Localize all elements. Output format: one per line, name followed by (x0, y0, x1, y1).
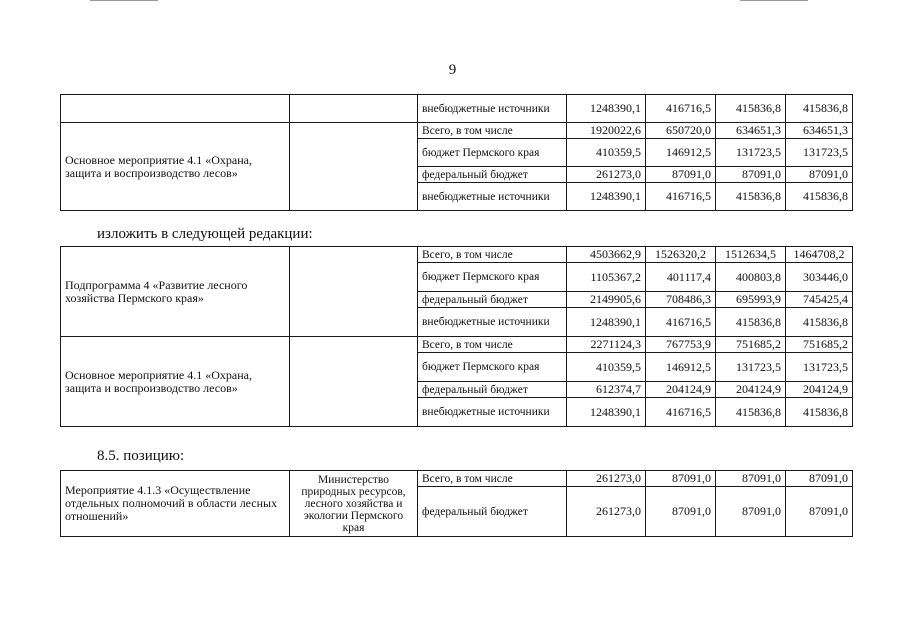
table-item-8-5 (60, 470, 853, 537)
table-row (61, 471, 853, 487)
row-name-cell (61, 95, 290, 123)
source-cell: бюджет Пермского края (418, 263, 567, 292)
source-cell: внебюджетные источники (418, 95, 567, 123)
top-edge-line-right (740, 0, 808, 1)
source-cell: бюджет Пермского края (418, 139, 567, 167)
value-cell: 415836,8 (786, 398, 853, 427)
table-new-edition (60, 246, 853, 427)
value-cell: 410359,5 (567, 353, 646, 382)
value-cell: 204124,9 (786, 382, 853, 398)
value-cell: 1464708,2 (786, 247, 853, 263)
value-cell: 415836,8 (716, 398, 786, 427)
value-cell: 87091,0 (786, 487, 853, 537)
value-cell: 204124,9 (716, 382, 786, 398)
value-cell: 415836,8 (786, 95, 853, 123)
value-cell: 767753,9 (646, 337, 716, 353)
source-cell: федеральный бюджет (418, 167, 567, 183)
responsible-cell (290, 95, 418, 123)
value-cell: 204124,9 (646, 382, 716, 398)
value-cell: 87091,0 (716, 167, 786, 183)
value-cell: 416716,5 (646, 398, 716, 427)
value-cell: 87091,0 (786, 471, 853, 487)
value-cell: 303446,0 (786, 263, 853, 292)
value-cell: 1248390,1 (567, 398, 646, 427)
value-cell: 1248390,1 (567, 183, 646, 211)
source-cell: Всего, в том числе (418, 471, 567, 487)
row-name-cell: Основное мероприятие 4.1 «Охрана, защита и воспроизводство лесов» (61, 337, 290, 427)
value-cell: 415836,8 (716, 183, 786, 211)
value-cell: 612374,7 (567, 382, 646, 398)
value-cell: 708486,3 (646, 292, 716, 308)
value-cell: 4503662,9 (567, 247, 646, 263)
value-cell: 1526320,2 (646, 247, 716, 263)
table-row (61, 247, 853, 263)
value-cell: 261273,0 (567, 487, 646, 537)
responsible-cell (290, 123, 418, 211)
value-cell: 87091,0 (646, 487, 716, 537)
value-cell: 634651,3 (716, 123, 786, 139)
source-cell: внебюджетные источники (418, 398, 567, 427)
value-cell: 751685,2 (716, 337, 786, 353)
value-cell: 416716,5 (646, 308, 716, 337)
value-cell: 416716,5 (646, 95, 716, 123)
top-edge-line-left (90, 0, 158, 1)
value-cell: 87091,0 (716, 471, 786, 487)
value-cell: 146912,5 (646, 139, 716, 167)
table-continuation (60, 94, 853, 211)
table-row (61, 123, 853, 139)
value-cell: 1512634,5 (716, 247, 786, 263)
value-cell: 695993,9 (716, 292, 786, 308)
value-cell: 416716,5 (646, 183, 716, 211)
value-cell: 261273,0 (567, 471, 646, 487)
value-cell: 634651,3 (786, 123, 853, 139)
responsible-cell (290, 247, 418, 337)
source-cell: Всего, в том числе (418, 247, 567, 263)
value-cell: 751685,2 (786, 337, 853, 353)
row-name-cell: Подпрограмма 4 «Развитие лесного хозяйства Пермского края» (61, 247, 290, 337)
value-cell: 131723,5 (786, 139, 853, 167)
value-cell: 1105367,2 (567, 263, 646, 292)
responsible-cell (290, 337, 418, 427)
source-cell: Всего, в том числе (418, 123, 567, 139)
value-cell: 87091,0 (716, 487, 786, 537)
value-cell: 415836,8 (716, 95, 786, 123)
table-row (61, 337, 853, 353)
value-cell: 146912,5 (646, 353, 716, 382)
value-cell: 261273,0 (567, 167, 646, 183)
value-cell: 1248390,1 (567, 95, 646, 123)
value-cell: 1920022,6 (567, 123, 646, 139)
page-number: 9 (448, 62, 457, 78)
row-name-cell: Основное мероприятие 4.1 «Охрана, защита и воспроизводство лесов» (61, 123, 290, 211)
responsible-cell: Министерство природных ресурсов, лесного хозяйства и экологии Пермского края (290, 471, 418, 537)
source-cell: бюджет Пермского края (418, 353, 567, 382)
value-cell: 87091,0 (646, 471, 716, 487)
source-cell: внебюджетные источники (418, 308, 567, 337)
value-cell: 1248390,1 (567, 308, 646, 337)
source-cell: федеральный бюджет (418, 487, 567, 537)
value-cell: 87091,0 (786, 167, 853, 183)
value-cell: 87091,0 (646, 167, 716, 183)
source-cell: внебюджетные источники (418, 183, 567, 211)
value-cell: 2271124,3 (567, 337, 646, 353)
value-cell: 410359,5 (567, 139, 646, 167)
row-name-cell: Мероприятие 4.1.3 «Осуществление отдельных полномочий в области лесных отношений» (61, 471, 290, 537)
edit-instruction-text: изложить в следующей редакции: (97, 226, 313, 242)
value-cell: 131723,5 (786, 353, 853, 382)
value-cell: 401117,4 (646, 263, 716, 292)
value-cell: 400803,8 (716, 263, 786, 292)
value-cell: 415836,8 (716, 308, 786, 337)
value-cell: 131723,5 (716, 353, 786, 382)
position-heading-text: 8.5. позицию: (97, 448, 185, 464)
source-cell: федеральный бюджет (418, 292, 567, 308)
value-cell: 131723,5 (716, 139, 786, 167)
source-cell: Всего, в том числе (418, 337, 567, 353)
value-cell: 650720,0 (646, 123, 716, 139)
table-row (61, 95, 853, 123)
value-cell: 415836,8 (786, 308, 853, 337)
source-cell: федеральный бюджет (418, 382, 567, 398)
value-cell: 2149905,6 (567, 292, 646, 308)
value-cell: 745425,4 (786, 292, 853, 308)
value-cell: 415836,8 (786, 183, 853, 211)
